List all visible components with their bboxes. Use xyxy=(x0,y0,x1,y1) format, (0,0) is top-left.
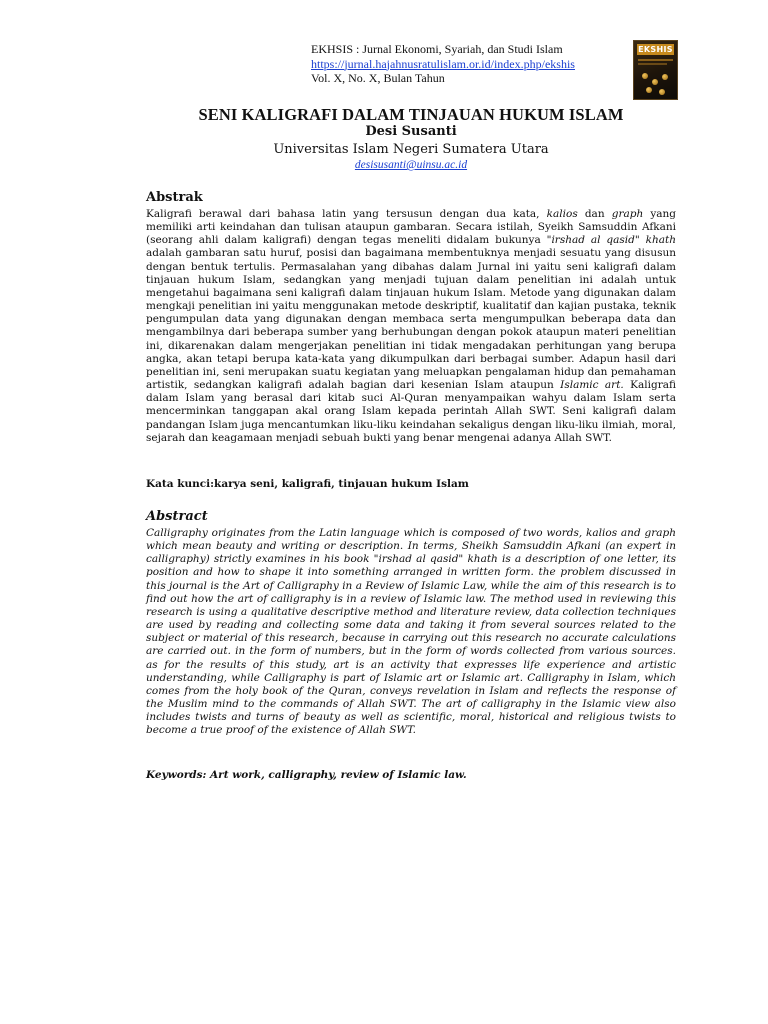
abstrak-term-kalios: kalios xyxy=(546,208,578,220)
abstrak-text: Kaligrafi berawal dari bahasa latin yang tersusun dengan dua kata, xyxy=(146,208,547,220)
journal-cover-image xyxy=(633,40,678,100)
abstrak-text: Kaligrafi dalam Islam yang berasal dari kitab suci Al-Quran menyampaikan wahyu dalam Islam serta mencerminkan tanggapan akal orang Islam kepada perintah Allah SWT. Seni kaligrafi dalam pandangan Islam juga mencantumkan liku-liku keindahan sekaligus dengan liku-liku ilmiah, moral, sejarah dan keagamaan menjadi sebuah bukti yang benar mengenai adanya Allah SWT. xyxy=(146,379,676,444)
article-author: Desi Susanti xyxy=(365,124,457,139)
abstrak-text: " xyxy=(634,234,646,247)
keywords-en: Keywords: Art work, calligraphy, review of Islamic law. xyxy=(146,769,467,781)
abstrak-term-islamic-art: Islamic art. xyxy=(560,379,624,392)
journal-header xyxy=(311,42,631,86)
abstrak-text: adalah gambaran satu huruf, posisi dan bagaimana membentuknya menjadi sesuatu yang disusun dengan bentuk tertulis. Permasalahan yang dibahas dalam Jurnal ini yaitu seni kaligrafi dalam tinjauan hukum Islam, sedangkan yang menjadi tujuan dalam penelitian ini adalah untuk mengetahui bagaimana seni kaligrafi dalam tinjauan hukum Islam. Metode yang digunakan dalam mengkaji penelitian ini yaitu menggunakan metode deskriptif, kualitatif dan kajian pustaka, teknik pengumpulan data yang digunakan dengan membaca serta mengumpulkan beberapa data dan mengambilnya dari beberapa sumber yang berhubungan dengan pokok ataupun materi penelitian ini, dikarenakan dalam mengerjakan penelitian ini tidak mengadakan perhitungan yang berupa angka, akan tetapi berupa kata-kata yang dikumpulkan dari berbagai sumber. Adapun hasil dari penelitian ini, seni merupakan suatu kegiatan yang meluapkan pengalaman hidup dan pemahaman artistik, sedangkan kaligrafi adalah bagian dari kesenian Islam ataupun xyxy=(146,247,676,392)
abstract-heading: Abstract xyxy=(146,509,208,524)
article-title: SENI KALIGRAFI DALAM TINJAUAN HUKUM ISLAM xyxy=(198,105,624,124)
cover-ornament xyxy=(659,89,665,95)
abstrak-text: dan xyxy=(577,208,612,220)
journal-name: EKHSIS : Jurnal Ekonomi, Syariah, dan Studi Islam xyxy=(311,42,563,56)
cover-decoration xyxy=(638,59,673,61)
cover-decoration xyxy=(638,63,667,65)
cover-title: EKSHIS xyxy=(638,45,673,54)
abstrak-text: yang memiliki arti keindahan dan tulisan ataupun gambaran. Secara istilah, Syeikh Samsuddin Afkani (seorang ahli dalam kaligrafi) dengan tegas meneliti didalam bukunya " xyxy=(146,208,677,247)
abstrak-paragraph xyxy=(146,208,676,445)
abstrak-term-irshad: irshad al qasid xyxy=(551,234,635,247)
abstrak-term-graph: graph xyxy=(611,208,644,220)
cover-ornament xyxy=(662,74,668,80)
journal-url-link[interactable]: https://jurnal.hajahnusratulislam.or.id/index.php/ekshis xyxy=(311,56,575,71)
author-email-link[interactable]: desisusanti@uinsu.ac.id xyxy=(354,159,468,171)
abstract-paragraph: Calligraphy originates from the Latin language which is composed of two words, kalios and graph which mean beauty and writing or description. In terms, Sheikh Samsuddin Afkani (an expert in calligraphy) strictly examines in his book "irshad al qasid" khath is a description of one letter, its position and how to shape it into something arranged in written form. the problem discussed in this journal is the Art of Calligraphy in a Review of Islamic Law, while the aim of this research is to find out how the art of calligraphy is in a review of Islamic law. The method used in reviewing this research is using a qualitative descriptive method and literature review, data collection techniques are used by reading and collecting some data and taking it from several sources related to the subject or material of this research, because in carrying out this research no accurate calculations are carried out. in the form of numbers, but in the form of words collected from various sources. as for the results of this study, art is an activity that expresses life experience and artistic understanding, while Calligraphy is part of Islamic art or Islamic art. Calligraphy in Islam, which comes from the holy book of the Quran, conveys revelation in Islam and reflects the response of the Muslim mind to the commands of Allah SWT. The art of calligraphy in the Islamic view also includes twists and turns of beauty as well as scientific, moral, historical and religious twists to become a true proof of the existence of Allah SWT. xyxy=(146,527,676,737)
article-affiliation: Universitas Islam Negeri Sumatera Utara xyxy=(273,142,549,157)
cover-ornament xyxy=(646,87,652,93)
cover-ornament xyxy=(652,79,658,85)
kata-kunci: Kata kunci:karya seni, kaligrafi, tinjauan hukum Islam xyxy=(146,478,469,490)
abstrak-term-khath: khath xyxy=(645,234,676,247)
cover-ornament xyxy=(642,73,648,79)
abstrak-heading: Abstrak xyxy=(146,190,203,205)
journal-volume: Vol. X, No. X, Bulan Tahun xyxy=(311,71,445,85)
